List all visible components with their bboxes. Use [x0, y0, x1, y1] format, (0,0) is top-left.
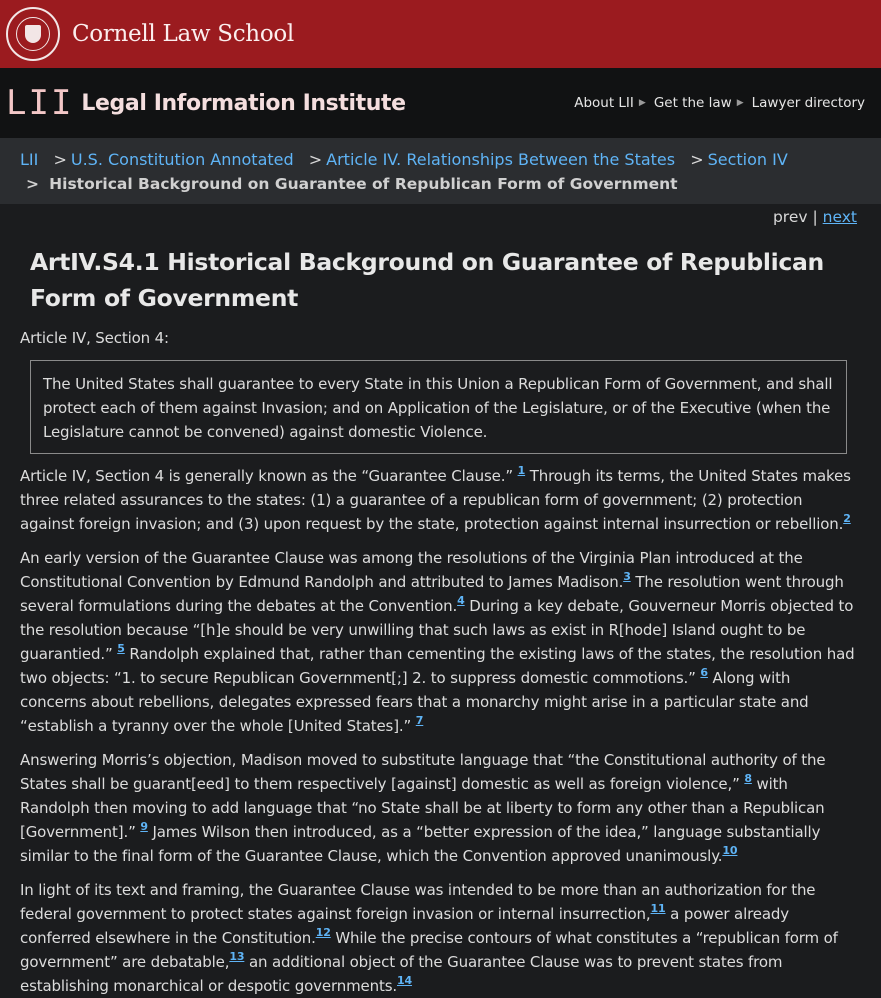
breadcrumb-separator: >: [26, 175, 39, 193]
paragraph: [20, 878, 861, 998]
footnote-link[interactable]: 4: [457, 594, 465, 607]
breadcrumb: [0, 138, 881, 204]
breadcrumb-current: Historical Background on Guarantee of Republican Form of Government: [49, 175, 678, 193]
footnote-link[interactable]: 2: [843, 512, 851, 525]
paragraph-text: An early version of the Guarantee Clause was among the resolutions of the Virginia Plan introduced at the Constitutional Convention by Edmund Randolph and attributed to James Madison.: [20, 549, 803, 591]
cornell-header: [0, 0, 881, 68]
footnote-link[interactable]: 13: [229, 950, 245, 963]
footnote-link[interactable]: 9: [140, 820, 148, 833]
paragraph-text: an additional object of the Guarantee Clause was to prevent states from establishing monarchical or despotic governments.: [20, 953, 783, 995]
cornell-law-school-link[interactable]: Cornell Law School: [72, 21, 294, 47]
paragraph-text: a power already conferred elsewhere in the Constitution.: [20, 905, 790, 947]
footnote-link[interactable]: 6: [700, 666, 708, 679]
pager: [0, 204, 881, 230]
next-link[interactable]: next: [822, 208, 857, 226]
footnote-link[interactable]: 12: [315, 926, 331, 939]
breadcrumb-article-iv[interactable]: Article IV. Relationships Between the States: [326, 150, 676, 169]
breadcrumb-section-iv[interactable]: Section IV: [707, 150, 788, 169]
footnote-link[interactable]: 1: [517, 464, 526, 477]
breadcrumb-constitution-annotated[interactable]: U.S. Constitution Annotated: [70, 150, 294, 169]
pager-divider: |: [812, 208, 818, 226]
paragraph-text: Article IV, Section 4 is generally known as the “Guarantee Clause.”: [20, 467, 518, 485]
paragraph-text: Randolph explained that, rather than cementing the existing laws of the states, the resolution had two objects: “1. to secure Republican Government[;] 2. to suppress domestic commotions.”: [20, 645, 855, 687]
footnote-link[interactable]: 7: [415, 714, 424, 727]
breadcrumb-separator: >: [690, 150, 704, 169]
section-label: Article IV, Section 4:: [20, 329, 169, 347]
footnote-link[interactable]: 14: [397, 974, 413, 987]
lii-nav: [574, 95, 865, 111]
lii-name: Legal Information Institute: [81, 90, 406, 116]
article-body: [0, 326, 881, 998]
paragraph: [20, 546, 861, 738]
paragraph: [20, 748, 861, 868]
cornell-seal-icon[interactable]: [6, 7, 60, 61]
lii-header: [0, 68, 881, 138]
lii-logo: LII: [6, 83, 74, 123]
nav-lawyer-directory[interactable]: Lawyer directory: [751, 95, 865, 111]
paragraph-text: James Wilson then introduced, as a “better expression of the idea,” language substantially similar to the final form of the Guarantee Clause, which the Convention approved unanimously.: [20, 823, 821, 865]
paragraph-text: Answering Morris’s objection, Madison moved to substitute language that “the Constitutional authority of the States shall be guarant[eed] to them respectively [against] domestic as well as foreign violence,”: [20, 751, 826, 793]
paragraph-text: Along with concerns about rebellions, delegates expressed fears that a monarchy might arise in a particular state and “establish a tyranny over the whole [United States].”: [20, 669, 809, 735]
paragraph-text: with Randolph then moving to add language that “no State shall be at liberty to form any other than a Republican [Government].”: [20, 775, 825, 841]
breadcrumb-separator: >: [53, 150, 67, 169]
paragraph-text: During a key debate, Gouverneur Morris objected to the resolution because “[h]e should be very unwilling that such laws as exist in R[hode] Island ought to be guarantied.”: [20, 597, 854, 663]
paragraph-text: Through its terms, the United States makes three related assurances to the states: (1) a guarantee of a republican form of government; (2) protection against foreign invasion; and (3) upon request by the state, protection against internal insurrection or rebellion.: [20, 467, 851, 533]
page-title: ArtIV.S4.1 Historical Background on Guarantee of Republican Form of Government: [30, 248, 824, 312]
nav-about-lii[interactable]: About LII: [574, 95, 634, 111]
paragraph: [20, 464, 861, 536]
nav-get-the-law[interactable]: Get the law: [653, 95, 732, 111]
breadcrumb-lii[interactable]: LII: [20, 150, 39, 169]
footnote-link[interactable]: 8: [744, 772, 752, 785]
footnote-link[interactable]: 10: [722, 844, 738, 857]
caret-right-icon: ▶: [736, 98, 744, 108]
paragraph-text: In light of its text and framing, the Guarantee Clause was intended to be more than an authorization for the federal government to protect states against foreign invasion or internal insurrection,: [20, 881, 816, 923]
breadcrumb-separator: >: [308, 150, 323, 169]
footnote-link[interactable]: 5: [117, 642, 125, 655]
caret-right-icon: ▶: [638, 98, 646, 108]
paragraph-text: While the precise contours of what constitutes a “republican form of government” are debatable,: [20, 929, 838, 971]
paragraph-text: The resolution went through several formulations during the debates at the Convention.: [20, 573, 844, 615]
footnote-link[interactable]: 11: [650, 902, 666, 915]
lii-home-link[interactable]: [6, 83, 406, 123]
footnote-link[interactable]: 3: [623, 570, 631, 583]
constitution-quote: The United States shall guarantee to every State in this Union a Republican Form of Government, and shall protect each of them against Invasion; and on Application of the Legislature, or of the Executive (when the Legislature cannot be convened) against domestic Violence.: [30, 360, 847, 454]
prev-link[interactable]: prev: [772, 208, 808, 226]
